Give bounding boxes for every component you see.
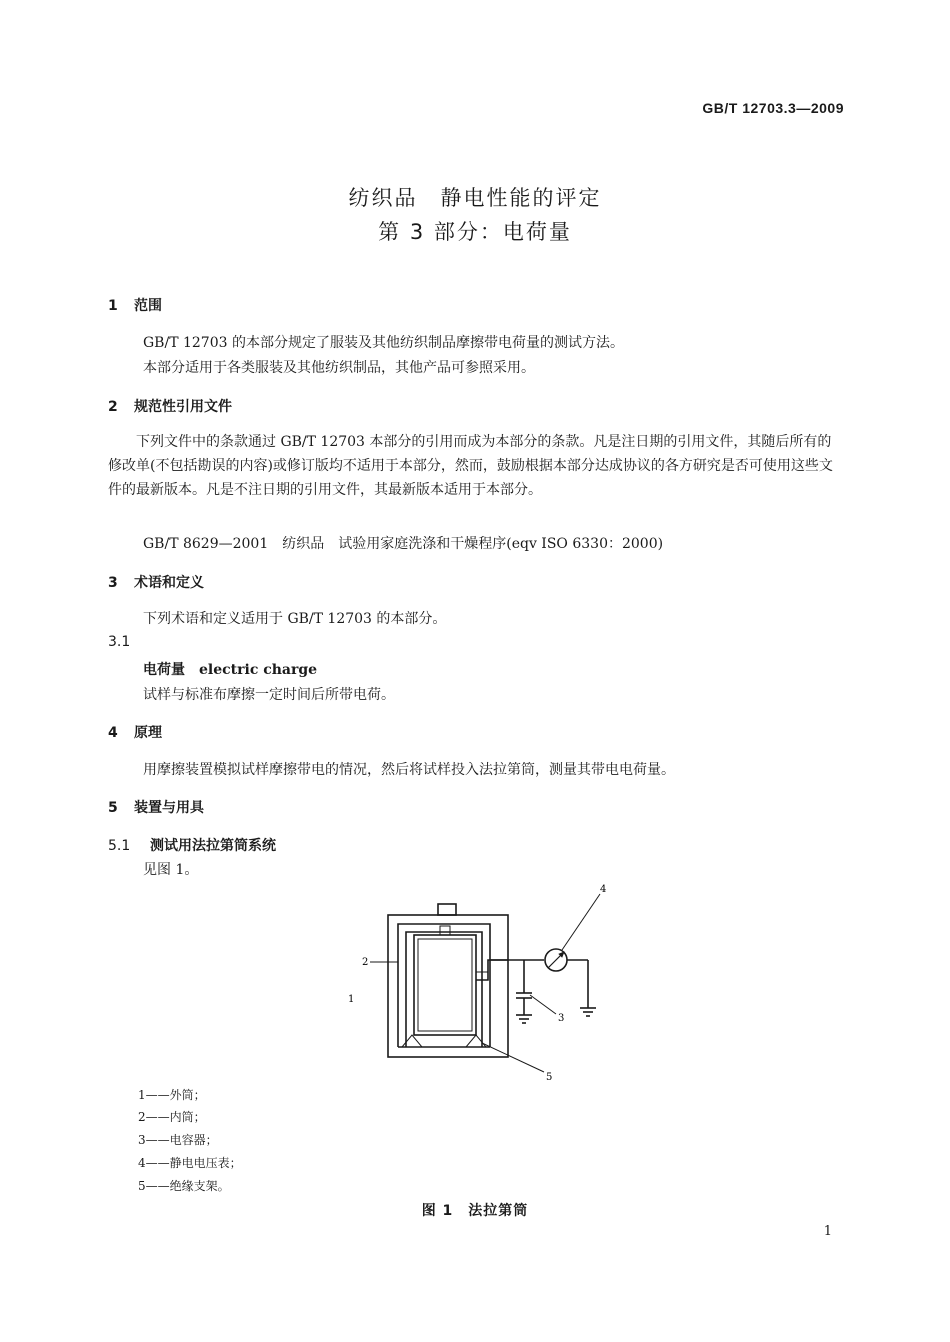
subsection-number: 5.1 [108,838,131,854]
section-title: 装置与用具 [134,800,204,816]
section-number: 5 [108,800,118,816]
figure-legend-item-5: 5——绝缘支架。 [138,1179,230,1193]
subsection-5-1-heading [108,835,276,855]
section-1-paragraph-2: 本部分适用于各类服装及其他纺织制品，其他产品可参照采用。 [143,360,535,376]
document-title-line1: 纺织品 静电性能的评定 [348,186,602,210]
lid-knob [438,904,456,915]
figure-legend-item-4: 4——静电电压表； [138,1156,242,1170]
insulating-support-left [402,1035,422,1047]
figure-label-3: 3 [558,1013,565,1024]
term-definition: 试样与标准布摩擦一定时间后所带电荷。 [143,687,395,703]
section-number: 1 [108,298,118,314]
insulating-layer-inner [406,932,482,1047]
figure-label-4: 4 [600,884,607,895]
section-5-heading [108,797,204,817]
figure-label-2: 2 [362,957,369,968]
section-2-reference: GB/T 8629—2001 纺织品 试验用家庭洗涤和干燥程序(eqv ISO 6330：2000) [143,536,664,552]
inner-lid-knob [440,926,450,935]
section-3-heading [108,572,204,592]
section-1-heading [108,295,162,315]
term-electric-charge: 电荷量 electric charge [143,662,318,678]
figure-legend-item-3: 3——电容器； [138,1133,218,1147]
section-number: 3 [108,575,118,591]
section-title: 原理 [134,725,162,741]
page-number: 1 [823,1224,832,1239]
subsection-3-1-number: 3.1 [108,634,131,650]
section-5-1-paragraph: 见图 1。 [143,862,199,878]
figure-label-1: 1 [348,994,355,1005]
figure-caption: 图 1 法拉第筒 [421,1203,529,1219]
insulating-support-right [466,1035,486,1047]
inner-cylinder [414,935,476,1035]
figure-label-5: 5 [546,1072,553,1083]
section-number: 4 [108,725,118,741]
subsection-title: 测试用法拉第筒系统 [150,838,276,854]
standard-number: GB/T 12703.3—2009 [702,100,844,116]
inner-cylinder-wall [418,939,472,1031]
figure-legend-item-1: 1——外筒； [138,1088,206,1102]
document-title-line2: 第 3 部分：电荷量 [378,220,572,244]
faraday-cup-diagram [330,880,630,1090]
section-4-heading [108,722,162,742]
figure-legend-item-2: 2——内筒； [138,1110,206,1124]
section-2-paragraph-1: 下列文件中的条款通过 GB/T 12703 本部分的引用而成为本部分的条款。凡是注日期的引用文件，其随后所有的修改单(不包括勘误的内容)或修订版均不适用于本部分，然而，鼓励根据本部分达成协议的各方研究是否可使用这些文件的最新版本。凡是不注日期的引用文件，其最新版本适用于本部分。 [108,434,833,498]
section-2-heading [108,396,232,416]
section-3-paragraph-1: 下列术语和定义适用于 GB/T 12703 的本部分。 [143,611,447,627]
section-number: 2 [108,399,118,415]
section-title: 规范性引用文件 [134,399,232,415]
section-title: 术语和定义 [134,575,204,591]
section-1-paragraph-1: GB/T 12703 的本部分规定了服装及其他纺织制品摩擦带电荷量的测试方法。 [143,335,624,351]
section-title: 范围 [134,298,162,314]
section-4-paragraph-1: 用摩擦装置模拟试样摩擦带电的情况，然后将试样投入法拉第筒，测量其带电电荷量。 [143,762,675,778]
